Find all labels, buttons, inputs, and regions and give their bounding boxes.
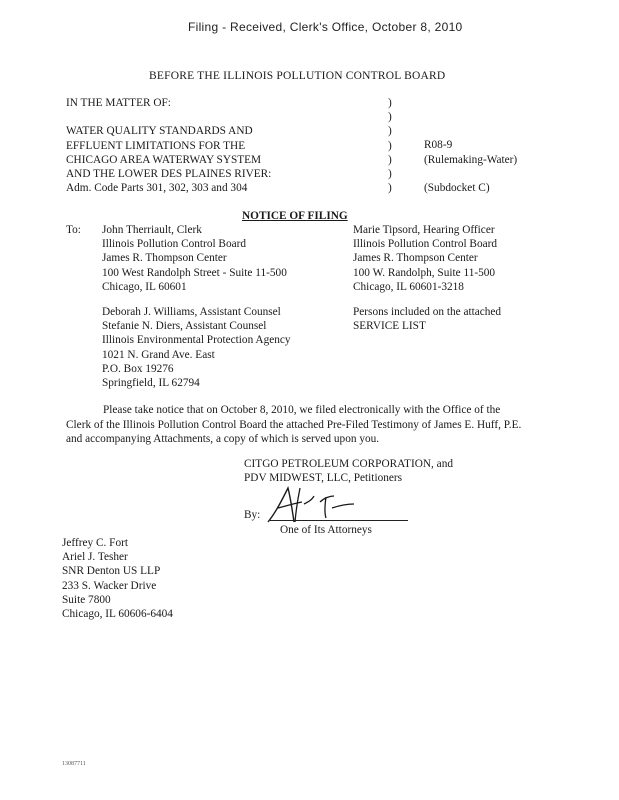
notice-title: NOTICE OF FILING <box>242 210 348 222</box>
caption-paren: ) <box>388 153 392 166</box>
document-code: 13087711 <box>62 761 86 767</box>
recipient-service-list <box>353 305 501 333</box>
address-line: Persons included on the attached <box>353 306 502 318</box>
address-line: Chicago, IL 60601-3218 <box>353 280 464 293</box>
party-line-1: CITGO PETROLEUM CORPORATION, and <box>244 458 453 470</box>
party-line-2: PDV MIDWEST, LLC, Petitioners <box>244 472 403 484</box>
address-line: 1021 N. Grand Ave. East <box>102 348 215 361</box>
recipient-epa <box>102 305 291 390</box>
caption-paren: ) <box>388 139 392 152</box>
recipient-hearing-officer <box>353 223 497 294</box>
address-line: Marie Tipsord, Hearing Officer <box>353 224 495 236</box>
address-line: Stefanie N. Diers, Assistant Counsel <box>102 320 267 333</box>
by-label: By: <box>244 509 261 521</box>
case-caption-matter <box>66 96 271 195</box>
caption-line: EFFLUENT LIMITATIONS FOR THE <box>66 139 246 152</box>
recipient-clerk <box>102 223 287 294</box>
address-line: James R. Thompson Center <box>353 252 478 265</box>
caption-paren: ) <box>388 182 392 195</box>
counsel-line: Jeffrey C. Fort <box>62 537 128 549</box>
caption-line <box>66 110 271 124</box>
filing-stamp: Filing - Received, Clerk's Office, October 8, 2010 <box>188 20 463 34</box>
caption-paren: ) <box>388 167 392 180</box>
address-line: SERVICE LIST <box>353 320 426 333</box>
address-line: Illinois Environmental Protection Agency <box>102 334 291 347</box>
subdocket: (Subdocket C) <box>424 182 490 194</box>
address-line: John Therriault, Clerk <box>102 224 202 236</box>
counsel-line: 233 S. Wacker Drive <box>62 579 157 592</box>
attorney-caption: One of Its Attorneys <box>280 524 372 536</box>
caption-parentheses <box>388 96 392 195</box>
caption-paren: ) <box>388 111 392 124</box>
caption-paren: ) <box>388 97 392 109</box>
address-line: Springfield, IL 62794 <box>102 376 200 389</box>
counsel-line: Ariel J. Tesher <box>62 551 128 564</box>
address-line: 100 West Randolph Street - Suite 11-500 <box>102 266 287 279</box>
caption-paren: ) <box>388 125 392 138</box>
address-line: Illinois Pollution Control Board <box>353 238 498 251</box>
notice-body-paragraph: Please take notice that on October 8, 2010, we filed electronically with the Office of the Clerk of the Illinois Pollution Control Board the attached Pre-Filed Testimony of James E. Huff, P.E. and accompanying Attachments, a copy of which is served upon you. <box>66 404 522 445</box>
caption-line: IN THE MATTER OF: <box>66 97 171 109</box>
to-label: To: <box>66 224 81 236</box>
case-number: R08-9 <box>424 139 453 151</box>
signature-line <box>270 520 408 521</box>
counsel-line: Chicago, IL 60606-6404 <box>62 607 173 620</box>
address-line: Illinois Pollution Control Board <box>102 238 247 251</box>
address-line: Deborah J. Williams, Assistant Counsel <box>102 306 281 318</box>
counsel-line: SNR Denton US LLP <box>62 565 161 578</box>
board-heading: BEFORE THE ILLINOIS POLLUTION CONTROL BOARD <box>149 70 446 82</box>
address-line: P.O. Box 19276 <box>102 362 174 375</box>
counsel-line: Suite 7800 <box>62 593 111 606</box>
address-line: 100 W. Randolph, Suite 11-500 <box>353 266 496 279</box>
counsel-block <box>62 536 173 621</box>
caption-line: Adm. Code Parts 301, 302, 303 and 304 <box>66 182 248 195</box>
caption-line: WATER QUALITY STANDARDS AND <box>66 125 253 138</box>
address-line: James R. Thompson Center <box>102 252 227 265</box>
caption-line: AND THE LOWER DES PLAINES RIVER: <box>66 167 272 180</box>
caption-line: CHICAGO AREA WATERWAY SYSTEM <box>66 153 262 166</box>
case-type: (Rulemaking-Water) <box>424 154 518 166</box>
address-line: Chicago, IL 60601 <box>102 280 187 293</box>
